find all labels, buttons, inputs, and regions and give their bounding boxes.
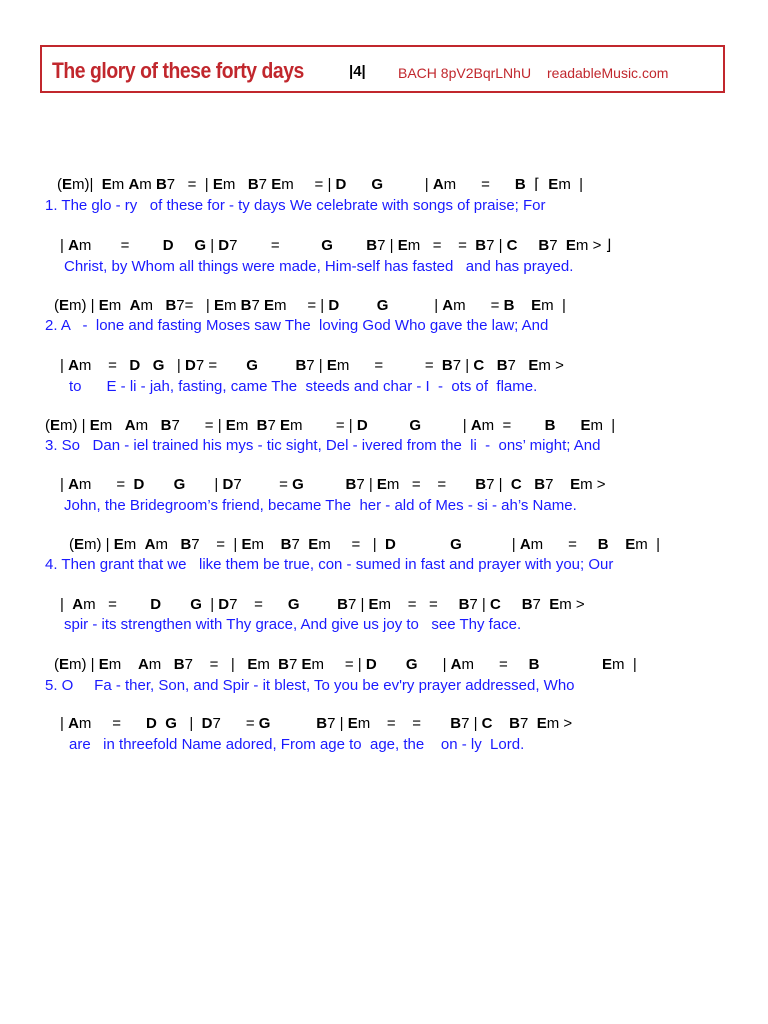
chord-line: (Em) | Em Am B7= | Em B7 Em = | D G | Am = B Em | — [54, 297, 566, 314]
lyric-line: John, the Bridegroom’s friend, became The her - ald of Mes - si - ah’s Name. — [64, 497, 577, 514]
chord-line: (Em) | Em Am B7 = | Em B7 Em = | D G | Am = B Em | — [69, 536, 661, 553]
source-code: BACH 8pV2BqrLNhU — [398, 65, 532, 81]
title-box — [40, 45, 725, 93]
lyric-line: 5. O Fa - ther, Son, and Spir - it blest, To you be ev'ry prayer addressed, Who — [45, 677, 575, 694]
lyric-line: Christ, by Whom all things were made, Him-self has fasted and has prayed. — [64, 258, 574, 275]
chord-line: | Am = D G | D7 = G B7 | Em = = B7 | C B7 Em > — [60, 357, 564, 374]
chord-line: | Am = D G | D7 = G B7 | Em = = B7 | C B7 Em > ⌋ — [60, 237, 612, 254]
lyric-line: 3. So Dan - iel trained his mys - tic sight, Del - ivered from the li - ons’ might; And — [45, 437, 601, 454]
song-title: The glory of these forty days — [52, 58, 304, 83]
chord-line: (Em) | Em Am B7 = | Em B7 Em = | D G | Am = B Em | — [45, 417, 616, 434]
lyric-line: 1. The glo - ry of these for - ty days We celebrate with songs of praise; For — [45, 197, 546, 214]
chord-line: (Em)| Em Am B7 = | Em B7 Em = | D G | Am = B ⌈ Em | — [57, 176, 584, 193]
lyric-line: are in threefold Name adored, From age to age, the on - ly Lord. — [69, 736, 525, 753]
site-name: readableMusic.com — [547, 65, 669, 81]
chord-line: | Am = D G | D7 = G B7 | Em = = B7 | C B7 Em > — [60, 596, 585, 613]
lyric-line: 4. Then grant that we like them be true, con - sumed in fast and prayer with you; Our — [45, 556, 614, 573]
lyric-line: spir - its strengthen with Thy grace, And give us joy to see Thy face. — [64, 616, 522, 633]
time-signature: |4| — [349, 63, 366, 80]
chord-line: | Am = D G | D7 = G B7 | Em = = B7 | C B7 Em > — [60, 476, 606, 493]
chord-line: | Am = D G | D7 = G B7 | Em = = B7 | C B7 Em > — [60, 715, 573, 732]
chord-line: (Em) | Em Am B7 = | Em B7 Em = | D G | Am = B Em | — [54, 656, 637, 673]
lyric-line: to E - li - jah, fasting, came The steeds and char - I - ots of flame. — [69, 378, 538, 395]
lyric-line: 2. A - lone and fasting Moses saw The loving God Who gave the law; And — [45, 317, 549, 334]
